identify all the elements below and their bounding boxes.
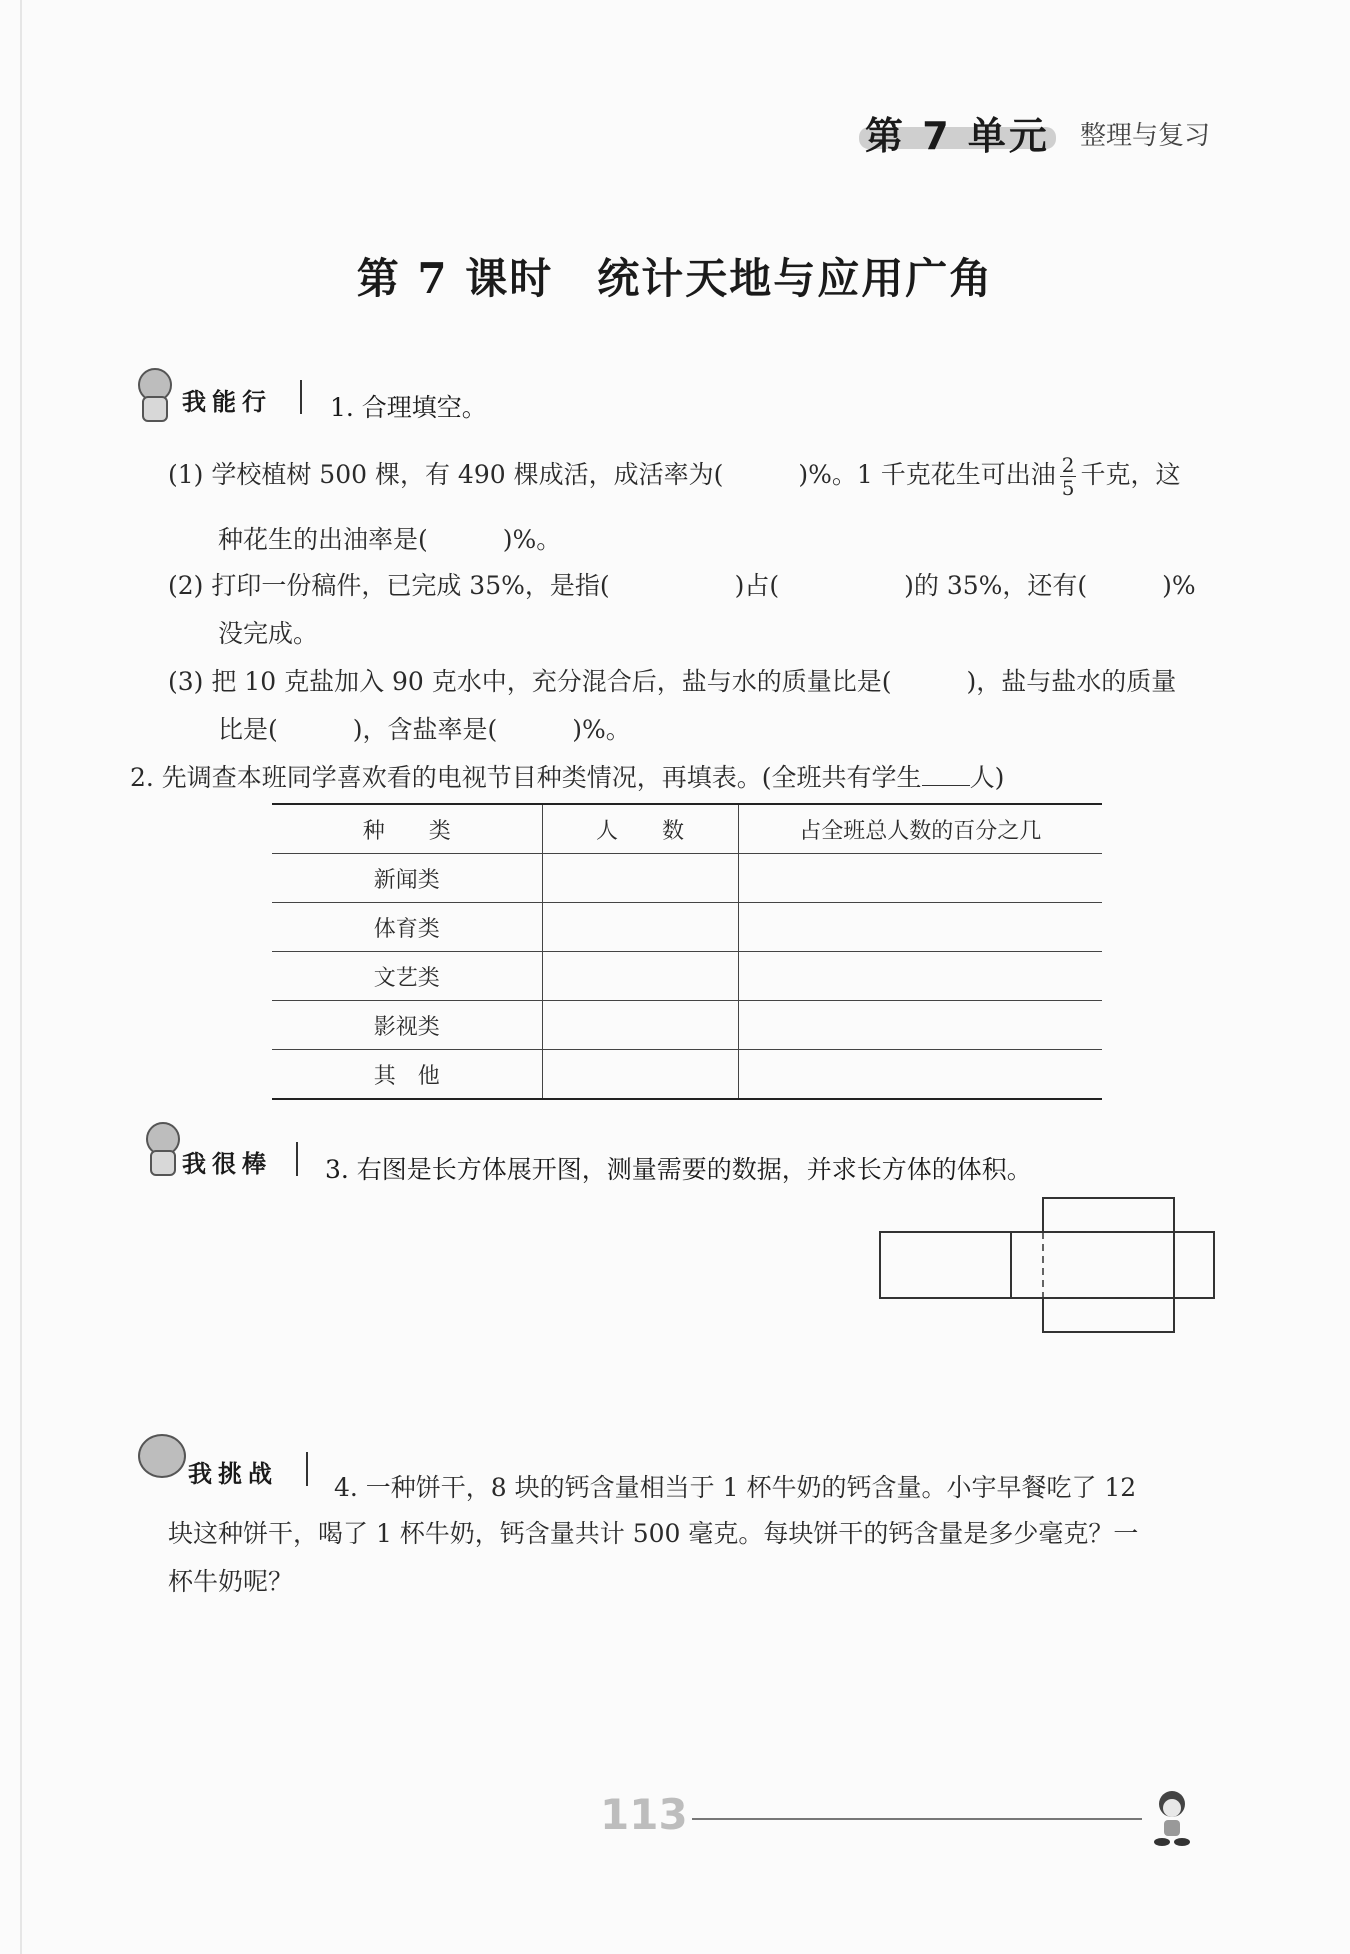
badge-label: 我很棒	[182, 1150, 272, 1178]
badge-label: 我挑战	[188, 1460, 278, 1488]
unit-subtitle: 整理与复习	[1080, 121, 1211, 151]
unit-title: 第 7 单元	[865, 105, 1050, 160]
count-cell[interactable]	[542, 1050, 738, 1100]
mascot-girl-icon	[130, 368, 176, 424]
percent-cell[interactable]	[738, 854, 1102, 903]
table-row	[272, 1001, 1102, 1050]
row-category: 影视类	[272, 1001, 542, 1050]
header-count: 人 数	[542, 804, 738, 854]
count-cell[interactable]	[542, 854, 738, 903]
footer-rule	[692, 1818, 1142, 1820]
part-1-text-a: (1) 学校植树 500 棵，有 490 棵成活，成活率为( )%。1 千克花生可出油	[168, 460, 1056, 489]
percent-cell[interactable]	[738, 1001, 1102, 1050]
net-face-top	[1043, 1198, 1174, 1232]
lesson-title: 第 7 课时 统计天地与应用广角	[356, 254, 994, 303]
net-face-bottom	[1043, 1298, 1174, 1332]
student-count-blank	[922, 763, 970, 786]
question-1-part-3: (3) 把 10 克盐加入 90 克水中，充分混合后，盐与水的质量比是( )，盐与盐水的质量	[168, 667, 1177, 696]
badge-label: 我能行	[182, 388, 272, 416]
count-cell[interactable]	[542, 903, 738, 952]
net-face-left	[880, 1232, 1011, 1298]
cuboid-net-diagram	[878, 1196, 1218, 1336]
mascot-girl-icon	[138, 1122, 184, 1178]
percent-cell[interactable]	[738, 952, 1102, 1001]
table-row	[272, 952, 1102, 1001]
question-4-line-1: 4. 一种饼干，8 块的钙含量相当于 1 杯牛奶的钙含量。小宇早餐吃了 12	[334, 1473, 1137, 1502]
question-4-line-2: 块这种饼干，喝了 1 杯牛奶，钙含量共计 500 毫克。每块饼干的钙含量是多少毫克？一	[168, 1519, 1139, 1548]
page-number: 113	[600, 1790, 688, 1839]
question-1-part-1	[168, 454, 1180, 499]
question-2-text: 2. 先调查本班同学喜欢看的电视节目种类情况，再填表。(全班共有学生	[130, 763, 922, 792]
question-4-line-3: 杯牛奶呢？	[168, 1567, 294, 1596]
question-1-part-2: (2) 打印一份稿件，已完成 35%，是指( )占( )的 35%，还有( )%	[168, 571, 1196, 600]
count-cell[interactable]	[542, 1001, 738, 1050]
question-1-part-1-cont: 种花生的出油率是( )%。	[218, 525, 562, 554]
part-1-text-b: 千克，这	[1080, 460, 1181, 489]
fraction-two-fifths	[1060, 454, 1077, 499]
table-row	[272, 1050, 1102, 1100]
question-1-part-2-cont: 没完成。	[218, 619, 319, 648]
header-category: 种 类	[272, 804, 542, 854]
question-3-heading: 3. 右图是长方体展开图，测量需要的数据，并求长方体的体积。	[325, 1155, 1032, 1184]
row-category: 文艺类	[272, 952, 542, 1001]
fraction-denominator: 5	[1061, 476, 1075, 500]
question-1-part-3-cont: 比是( )，含盐率是( )%。	[218, 715, 631, 744]
net-face-right	[1174, 1232, 1214, 1298]
mascot-boy-icon	[1148, 1788, 1202, 1848]
row-category: 新闻类	[272, 854, 542, 903]
percent-cell[interactable]	[738, 903, 1102, 952]
percent-cell[interactable]	[738, 1050, 1102, 1100]
table-header-row	[272, 804, 1102, 854]
question-1-heading: 1. 合理填空。	[330, 393, 487, 422]
question-2-heading	[130, 758, 1004, 794]
row-category: 其 他	[272, 1050, 542, 1100]
fraction-numerator: 2	[1061, 453, 1075, 477]
mascot-kids-icon	[130, 1434, 186, 1490]
table-row	[272, 854, 1102, 903]
question-2-text-end: 人)	[969, 763, 1005, 792]
row-category: 体育类	[272, 903, 542, 952]
table-row	[272, 903, 1102, 952]
survey-table	[272, 803, 1102, 1100]
count-cell[interactable]	[542, 952, 738, 1001]
header-percent: 占全班总人数的百分之几	[738, 804, 1102, 854]
